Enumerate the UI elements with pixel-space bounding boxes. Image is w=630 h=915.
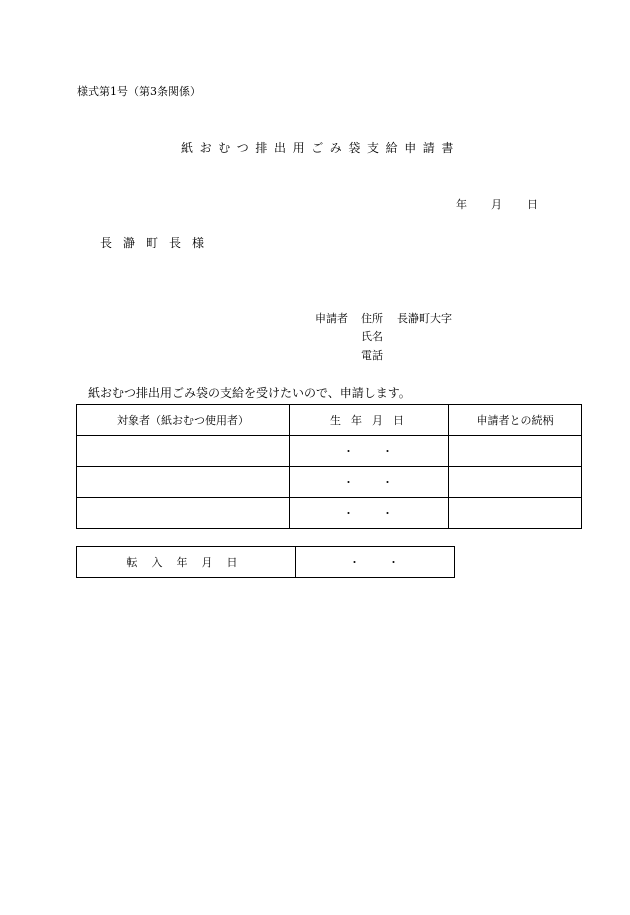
birthdate-cell[interactable]: ・・ xyxy=(290,467,449,498)
birthdate-cell[interactable]: ・・ xyxy=(290,498,449,529)
table-row xyxy=(77,498,582,529)
addressee: 長瀞町長様 xyxy=(100,236,216,250)
move-in-row xyxy=(77,547,455,578)
form-title: 紙おむつ排出用ごみ袋支給申請書 xyxy=(181,141,461,155)
date-month-label: 月 xyxy=(491,198,502,211)
header-recipient: 対象者（紙おむつ使用者） xyxy=(77,405,290,436)
table-row xyxy=(77,436,582,467)
date-day-label: 日 xyxy=(527,198,538,211)
address-value: 長瀞町大字 xyxy=(397,312,452,325)
move-in-date-label: 転入年月日 xyxy=(77,547,296,578)
header-birthdate: 生年月日 xyxy=(290,405,449,436)
recipient-name-cell[interactable] xyxy=(77,436,290,467)
name-label: 氏名 xyxy=(361,330,383,343)
recipient-name-cell[interactable] xyxy=(77,467,290,498)
birthdate-cell[interactable]: ・・ xyxy=(290,436,449,467)
recipient-table xyxy=(76,404,582,529)
date-year-label: 年 xyxy=(456,198,467,211)
recipient-name-cell[interactable] xyxy=(77,498,290,529)
relationship-cell[interactable] xyxy=(449,467,582,498)
table-row xyxy=(77,467,582,498)
application-statement: 紙おむつ排出用ごみ袋の支給を受けたいので、申請します。 xyxy=(88,386,411,400)
relationship-cell[interactable] xyxy=(449,498,582,529)
applicant-label: 申請者 xyxy=(315,312,348,325)
header-relationship: 申請者との続柄 xyxy=(449,405,582,436)
move-in-date-table xyxy=(76,546,455,578)
form-number: 様式第1号（第3条関係） xyxy=(77,85,201,98)
relationship-cell[interactable] xyxy=(449,436,582,467)
move-in-date-cell[interactable]: ・・ xyxy=(296,547,455,578)
phone-label: 電話 xyxy=(361,349,383,362)
address-label: 住所 xyxy=(361,312,383,325)
table-header-row xyxy=(77,405,582,436)
